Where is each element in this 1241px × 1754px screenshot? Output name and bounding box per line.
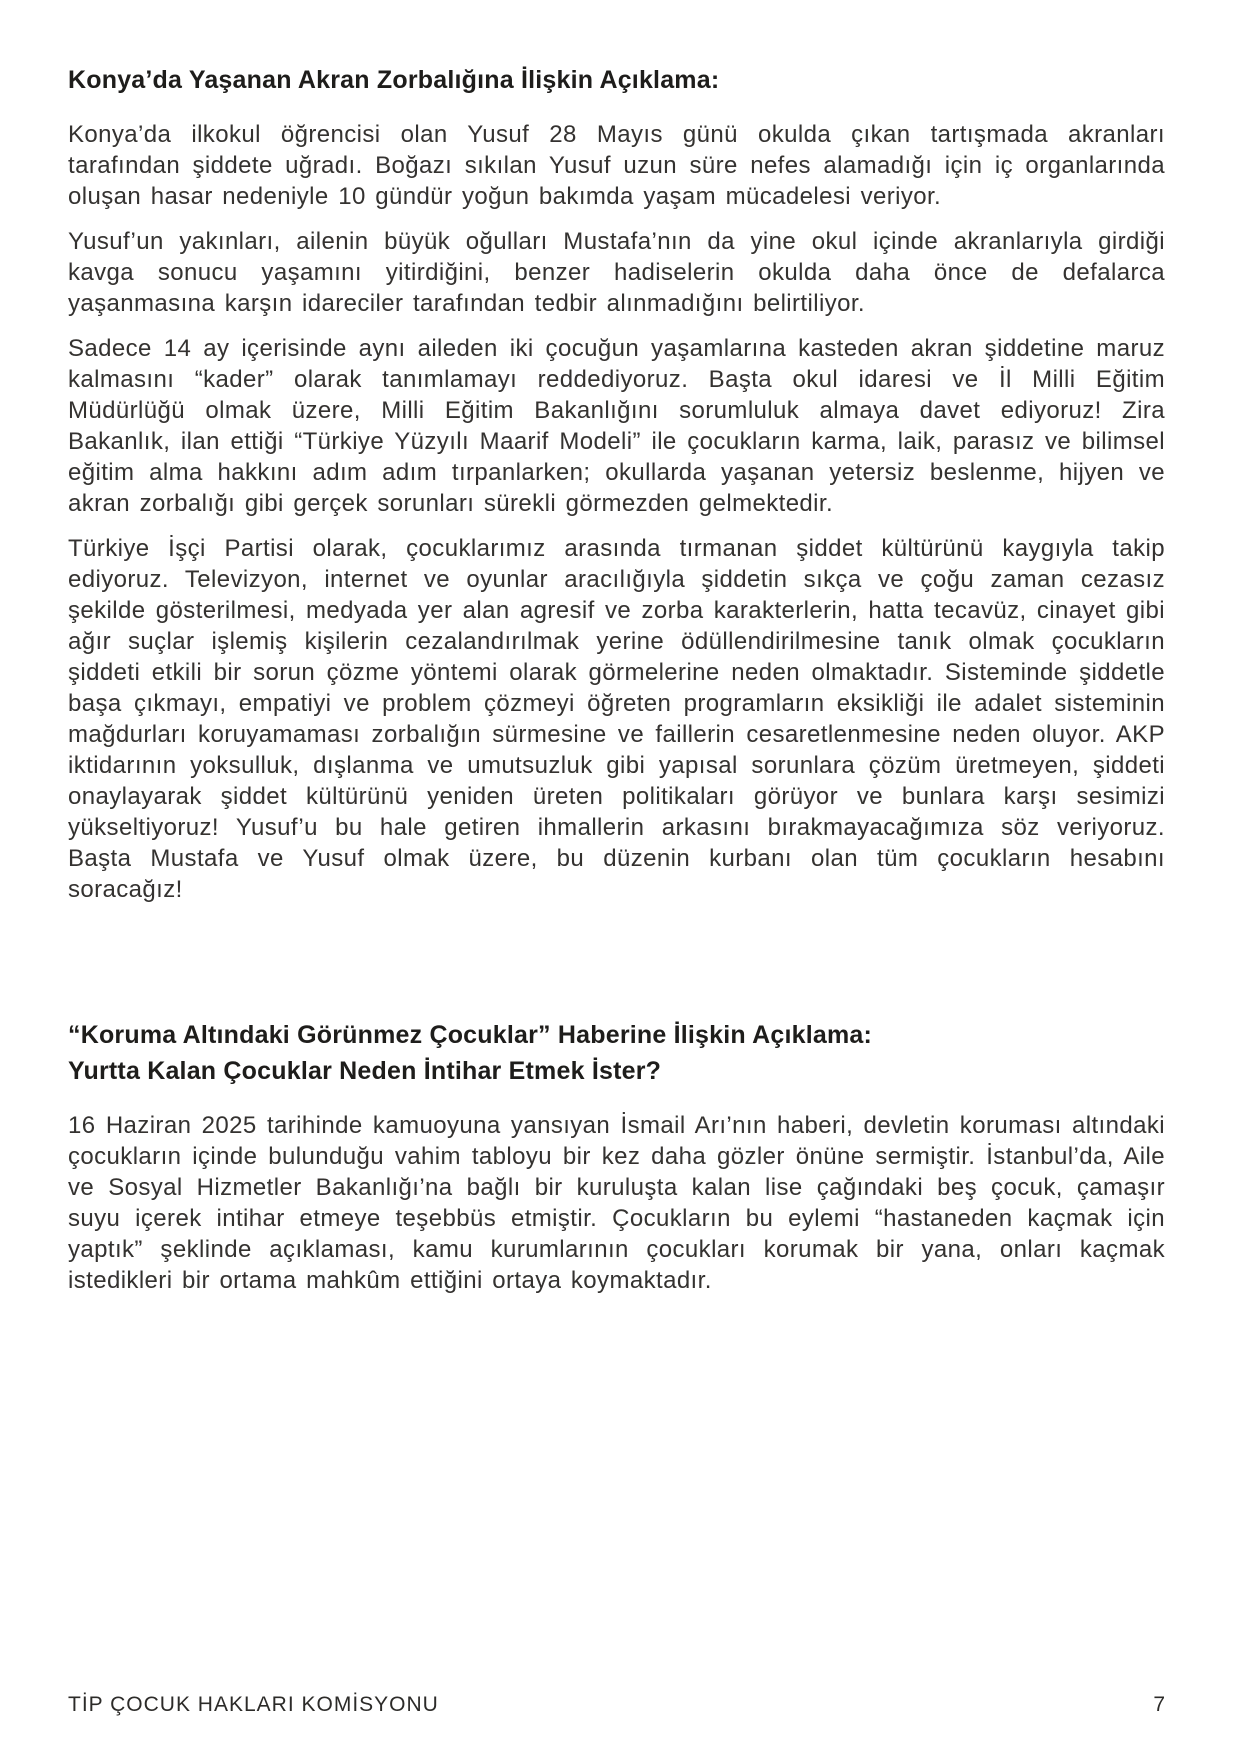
- footer-commission-name: TİP ÇOCUK HAKLARI KOMİSYONU: [68, 1693, 439, 1716]
- paragraph: Yusuf’un yakınları, ailenin büyük oğulları Mustafa’nın da yine okul içinde akranlarıyla girdiği kavga sonucu yaşamını yitirdiğini, benzer hadiselerin okulda daha önce de defalarca yaşanmasına karşın idareciler tarafından tedbir alınmadığını belirtiliyor.: [68, 228, 1165, 317]
- section-konya-statement: [68, 62, 1165, 905]
- paragraph: Sadece 14 ay içerisinde aynı aileden iki çocuğun yaşamlarına kasteden akran şiddetine maruz kalmasını “kader” olarak tanımlamayı reddediyoruz. Başta okul idaresi ve İl Milli Eğitim Müdürlüğü olmak üzere, Milli Eğitim Bakanlığını sorumluluk almaya davet ediyoruz! Zira Bakanlık, ilan ettiği “Türkiye Yüzyılı Maarif Modeli” ile çocukların karma, laik, parasız ve bilimsel eğitim alma hakkını adım adım tırpanlarken; okullarda yaşanan yetersiz beslenme, hijyen ve akran zorbalığı gibi gerçek sorunları sürekli görmezden gelmektedir.: [68, 335, 1165, 517]
- paragraph: Türkiye İşçi Partisi olarak, çocuklarımız arasında tırmanan şiddet kültürünü kaygıyla takip ediyoruz. Televizyon, internet ve oyunlar aracılığıyla şiddetin sıkça ve çoğu zaman cezasız şekilde gösterilmesi, medyada yer alan agresif ve zorba karakterlerin, hatta tecavüz, cinayet gibi ağır suçlar işlemiş kişilerin cezalandırılmak yerine ödüllendirilmesine tanık olmak çocukların şiddeti etkili bir sorun çözme yöntemi olarak görmelerine neden olmaktadır. Sisteminde şiddetle başa çıkmayı, empatiyi ve problem çözmeyi öğreten programların eksikliği ile adalet sisteminin mağdurları koruyamaması zorbalığın sürmesine ve faillerin cesaretlenmesine neden oluyor. AKP iktidarının yoksulluk, dışlanma ve umutsuzluk gibi yapısal sorunlara çözüm üretmeyen, şiddeti onaylayarak şiddet kültürünü yeniden üreten politikaları görüyor ve bunlara karşı sesimizi yükseltiyoruz! Yusuf’u bu hale getiren ihmallerin arkasını bırakmayacağımıza söz veriyoruz. Başta Mustafa ve Yusuf olmak üzere, bu düzenin kurbanı olan tüm çocukların hesabını soracağız!: [68, 535, 1165, 903]
- section-heading-konya: Konya’da Yaşanan Akran Zorbalığına İlişkin Açıklama:: [68, 66, 720, 94]
- page-number: 7: [1153, 1693, 1165, 1716]
- page-footer: [68, 1692, 1165, 1718]
- section-heading-yurt-line2: Yurtta Kalan Çocuklar Neden İntihar Etmek İster?: [68, 1057, 662, 1085]
- paragraph: 16 Haziran 2025 tarihinde kamuoyuna yansıyan İsmail Arı’nın haberi, devletin koruması altındaki çocukların içinde bulunduğu vahim tabloyu bir kez daha gözler önüne sermiştir. İstanbul’da, Aile ve Sosyal Hizmetler Bakanlığı’na bağlı bir kuruluşta kalan lise çağındaki beş çocuk, çamaşır suyu içerek intihar etmeye teşebbüs etmiştir. Çocukların bu eylemi “hastaneden kaçmak için yaptık” şeklinde açıklaması, kamu kurumlarının çocukları korumak bir yana, onları kaçmak istedikleri bir ortama mahkûm ettiğini ortaya koymaktadır.: [68, 1112, 1165, 1294]
- page-content: [68, 62, 1165, 1296]
- section-yurt-statement: [68, 1017, 1165, 1296]
- section-heading-yurt-line1: “Koruma Altındaki Görünmez Çocuklar” Haberine İlişkin Açıklama:: [68, 1021, 873, 1049]
- section-heading-yurt: [68, 1017, 1165, 1089]
- paragraph: Konya’da ilkokul öğrencisi olan Yusuf 28 Mayıs günü okulda çıkan tartışmada akranları tarafından şiddete uğradı. Boğazı sıkılan Yusuf uzun süre nefes alamadığı için iç organlarında oluşan hasar nedeniyle 10 gündür yoğun bakımda yaşam mücadelesi veriyor.: [68, 121, 1165, 210]
